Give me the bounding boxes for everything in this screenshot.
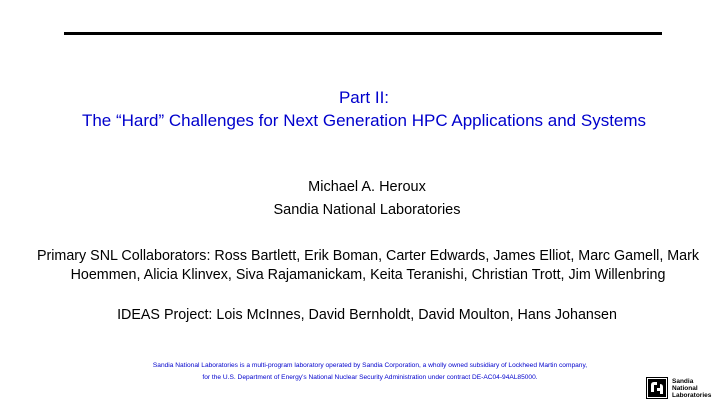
logo-wordmark xyxy=(672,378,711,399)
logo-line-2: National xyxy=(672,385,698,392)
disclaimer xyxy=(60,360,680,384)
disclaimer-line-2: for the U.S. Department of Energy’s National Nuclear Security Administration under contract DE-AC04-94AL85000. xyxy=(202,374,538,381)
author-affiliation: Sandia National Laboratories xyxy=(273,202,461,218)
ideas-project-text: IDEAS Project: Lois McInnes, David Bernholdt, David Moulton, Hans Johansen xyxy=(117,307,617,323)
logo-line-1: Sandia xyxy=(672,378,694,385)
logo-line-3: Laboratories xyxy=(672,392,712,399)
title-line-1: Part II: xyxy=(338,88,390,107)
title-line-2: The “Hard” Challenges for Next Generation HPC Applications and Systems xyxy=(81,111,647,130)
author-block xyxy=(0,176,720,222)
author-name: Michael A. Heroux xyxy=(308,179,426,195)
collaborators-text: Primary SNL Collaborators: Ross Bartlett, Erik Boman, Carter Edwards, James Elliot, Marc Gamell, Mark Hoemmen, Alicia Klinvex, Siva Rajamanickam, Keita Teranishi, Christian Trott, Jim Willenbring xyxy=(36,248,700,283)
top-rule-divider xyxy=(64,32,662,35)
disclaimer-line-1: Sandia National Laboratories is a multi-program laboratory operated by Sandia Corporation, a wholly owned subsidiary of Lockheed Martin company, xyxy=(152,362,588,369)
slide-title xyxy=(0,86,720,132)
sandia-logo xyxy=(646,377,716,401)
sandia-thunderbird-logo-icon xyxy=(646,377,668,399)
